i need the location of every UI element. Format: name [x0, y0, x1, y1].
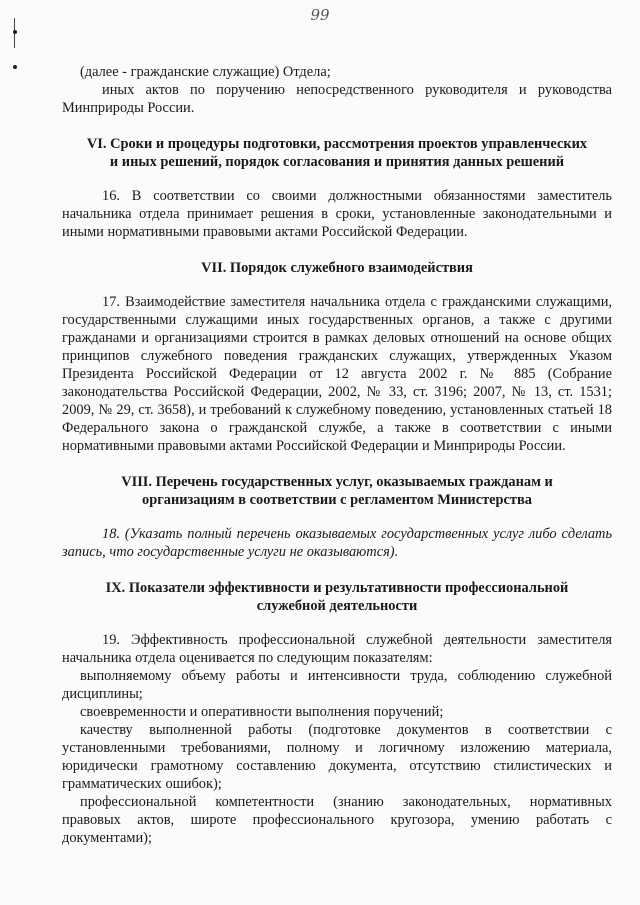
paragraph: профессиональной компетентности (знанию законодательных, нормативных правовых актов, широте профессионального кругозора, умению работать с документами);: [62, 794, 612, 846]
margin-dot: [13, 65, 17, 69]
text-line: (далее - гражданские служащие) Отдела;: [80, 64, 331, 80]
paragraph: качеству выполненной работы (подготовке документов в соответствии с установленными требованиями, полному и логичному изложению материала, юридически грамотному составлению документа, отсутствию стилистических и грамматических ошибок);: [62, 722, 612, 792]
section-heading: IX. Показатели эффективности и результативности профессиональной служебной деятельности: [105, 580, 569, 614]
paragraph: 16. В соответствии со своими должностными обязанностями заместитель начальника отдела принимает решения в сроки, установленные законодательными и иными нормативными правовыми актами Российской Федерации.: [62, 188, 612, 240]
paragraph: 17. Взаимодействие заместителя начальника отдела с гражданскими служащими, государственными служащими иных государственных органов, а также с другими гражданами и организациями строится в рамках деловых отношений на основе общих принципов служебного поведения гражданских служащих, утвержденных Указом Президента Российской Федерации от 12 августа 2002 г. № 885 (Собрание законодательства Российской Федерации, 2002, № 33, ст. 3196; 2007, № 13, ст. 1531; 2009, № 29, ст. 3658), и требований к служебному поведению, установленных статьей 18 Федерального закона о гражданской службе, а также в соответствии с иными нормативными правовыми актами Российской Федерации и Минприроды России.: [62, 294, 612, 454]
paragraph: своевременности и оперативности выполнения поручений;: [80, 704, 444, 720]
section-heading: VI. Сроки и процедуры подготовки, рассмотрения проектов управленческих и иных решений, порядок согласования и принятия данных решений: [86, 136, 588, 170]
document-body: [62, 63, 612, 847]
paragraph: выполняемому объему работы и интенсивности труда, соблюдению служебной дисциплины;: [62, 668, 612, 702]
section-heading: VIII. Перечень государственных услуг, оказываемых гражданам и организациям в соответствии с регламентом Министерства: [121, 474, 553, 508]
text-line: иных актов по поручению непосредственного руководителя и руководства Минприроды России.: [62, 82, 612, 116]
margin-dot: [13, 30, 17, 34]
paragraph: 19. Эффективность профессиональной служебной деятельности заместителя начальника отдела оценивается по следующим показателям:: [62, 632, 612, 666]
section-heading: VII. Порядок служебного взаимодействия: [201, 260, 473, 276]
paragraph: 18. (Указать полный перечень оказываемых государственных услуг либо сделать запись, что государственные услуги не оказываются).: [62, 526, 612, 560]
page-number: 99: [310, 6, 330, 24]
